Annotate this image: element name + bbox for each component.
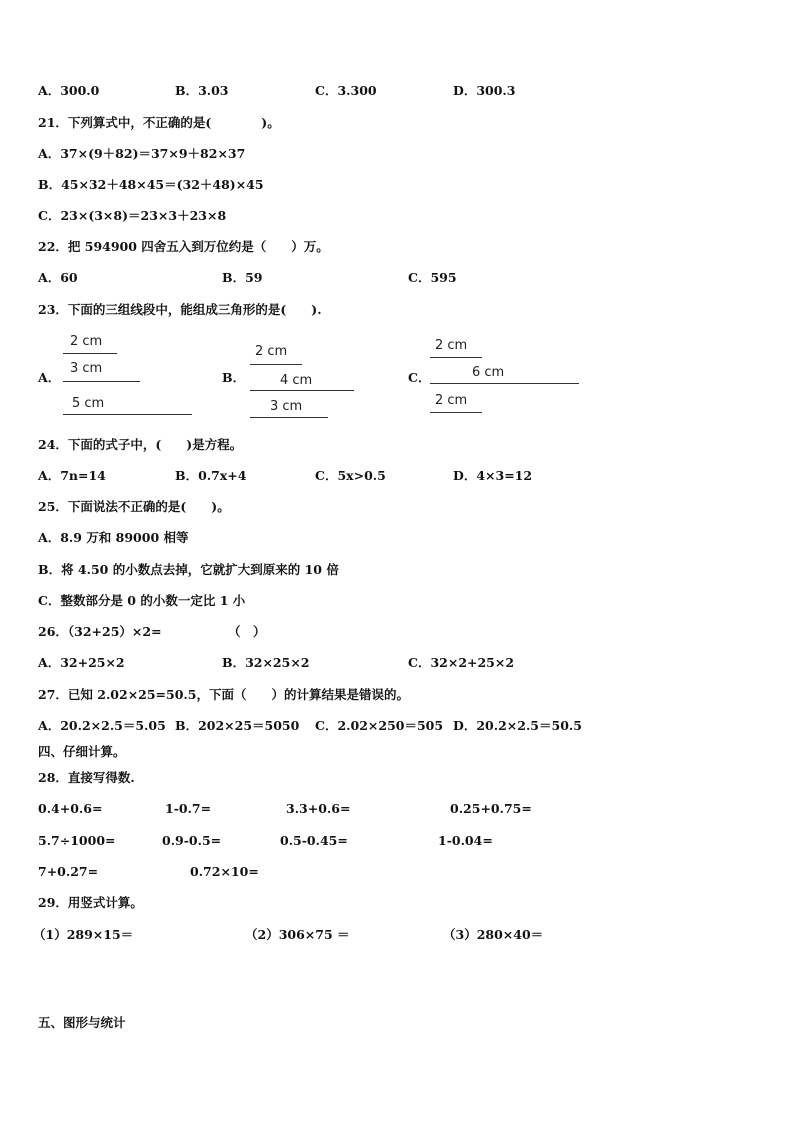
- q23-option-a-label: A．: [38, 370, 61, 385]
- q23-a-segment-2-label: 3 cm: [70, 361, 103, 376]
- q24-option-d: D．4×3=12: [453, 468, 533, 483]
- q28-item-2: 1-0.7=: [165, 801, 212, 816]
- q22-option-c: C．595: [408, 270, 457, 285]
- q28-stem: 28．直接写得数.: [38, 770, 135, 785]
- q21-option-a: A．37×(9＋82)＝37×9＋82×37: [38, 146, 246, 161]
- q22-option-b: B．59: [222, 270, 263, 285]
- q20-option-c: C．3.300: [315, 83, 377, 98]
- q28-item-7: 0.5-0.45=: [280, 833, 348, 848]
- q22-stem: 22．把 594900 四舍五入到万位约是（ ）万。: [38, 239, 329, 254]
- q27-option-a: A．20.2×2.5＝5.05: [38, 718, 166, 733]
- q25-option-a: A．8.9 万和 89000 相等: [38, 530, 189, 545]
- q28-item-1: 0.4+0.6=: [38, 801, 103, 816]
- q23-a-segment-1-label: 2 cm: [70, 334, 103, 349]
- q23-option-c-label: C．: [408, 370, 431, 385]
- q23-b-segment-1-label: 2 cm: [255, 344, 288, 359]
- q29-item-3: （3）280×40＝: [443, 927, 544, 942]
- q29-item-2: （2）306×75 ＝: [245, 927, 350, 942]
- q28-item-5: 5.7÷1000=: [38, 833, 116, 848]
- q23-a-segment-3-label: 5 cm: [72, 396, 105, 411]
- q23-c-segment-2-label: 6 cm: [472, 365, 505, 380]
- q26-answer-blank: （ ）: [228, 624, 266, 639]
- q23-a-segment-3: [63, 414, 192, 415]
- q28-item-10: 0.72×10=: [190, 864, 259, 879]
- q23-b-segment-3-label: 3 cm: [270, 399, 303, 414]
- q21-option-b: B．45×32＋48×45＝(32＋48)×45: [38, 177, 264, 192]
- q23-b-segment-2-label: 4 cm: [280, 373, 313, 388]
- q20-option-a: A．300.0: [38, 83, 100, 98]
- q28-item-8: 1-0.04=: [438, 833, 493, 848]
- q21-stem: 21．下列算式中，不正确的是( )。: [38, 115, 280, 130]
- q26-option-c: C．32×2+25×2: [408, 655, 515, 670]
- q29-stem: 29．用竖式计算。: [38, 895, 143, 910]
- q24-stem: 24．下面的式子中，( )是方程。: [38, 437, 243, 452]
- q22-option-a: A．60: [38, 270, 78, 285]
- q20-option-d: D．300.3: [453, 83, 516, 98]
- q23-c-segment-3: [430, 412, 482, 413]
- q23-a-segment-2: [63, 381, 140, 382]
- q25-option-c: C．整数部分是 0 的小数一定比 1 小: [38, 593, 246, 608]
- q27-option-d: D．20.2×2.5＝50.5: [453, 718, 582, 733]
- q23-c-segment-2: [430, 383, 579, 384]
- q29-item-1: （1）289×15＝: [33, 927, 134, 942]
- q27-stem: 27．已知 2.02×25=50.5，下面（ ）的计算结果是错误的。: [38, 687, 409, 702]
- q28-item-4: 0.25+0.75=: [450, 801, 532, 816]
- q23-a-segment-1: [63, 353, 117, 354]
- q24-option-b: B．0.7x+4: [175, 468, 247, 483]
- q23-c-segment-1: [430, 357, 482, 358]
- section-4-heading: 四、仔细计算。: [38, 744, 126, 759]
- q25-stem: 25．下面说法不正确的是( )。: [38, 499, 230, 514]
- q25-option-b: B．将 4.50 的小数点去掉，它就扩大到原来的 10 倍: [38, 562, 339, 577]
- q23-b-segment-3: [250, 417, 328, 418]
- q21-option-c: C．23×(3×8)＝23×3＋23×8: [38, 208, 227, 223]
- q23-option-b-label: B．: [222, 370, 246, 385]
- q24-option-a: A．7n=14: [38, 468, 106, 483]
- q27-option-c: C．2.02×250＝505: [315, 718, 444, 733]
- q23-c-segment-3-label: 2 cm: [435, 393, 468, 408]
- section-5-heading: 五、图形与统计: [38, 1015, 126, 1030]
- q28-item-3: 3.3+0.6=: [286, 801, 351, 816]
- q23-b-segment-2: [250, 390, 354, 391]
- q28-item-6: 0.9-0.5=: [162, 833, 222, 848]
- q23-b-segment-1: [250, 364, 302, 365]
- q26-stem: 26．（32+25）×2=: [38, 624, 162, 639]
- q23-stem: 23．下面的三组线段中，能组成三角形的是( ).: [38, 302, 322, 317]
- q27-option-b: B．202×25＝5050: [175, 718, 300, 733]
- q23-c-segment-1-label: 2 cm: [435, 338, 468, 353]
- q20-option-b: B．3.03: [175, 83, 229, 98]
- q26-option-a: A．32+25×2: [38, 655, 125, 670]
- q24-option-c: C．5x>0.5: [315, 468, 386, 483]
- q26-option-b: B．32×25×2: [222, 655, 310, 670]
- q28-item-9: 7+0.27=: [38, 864, 99, 879]
